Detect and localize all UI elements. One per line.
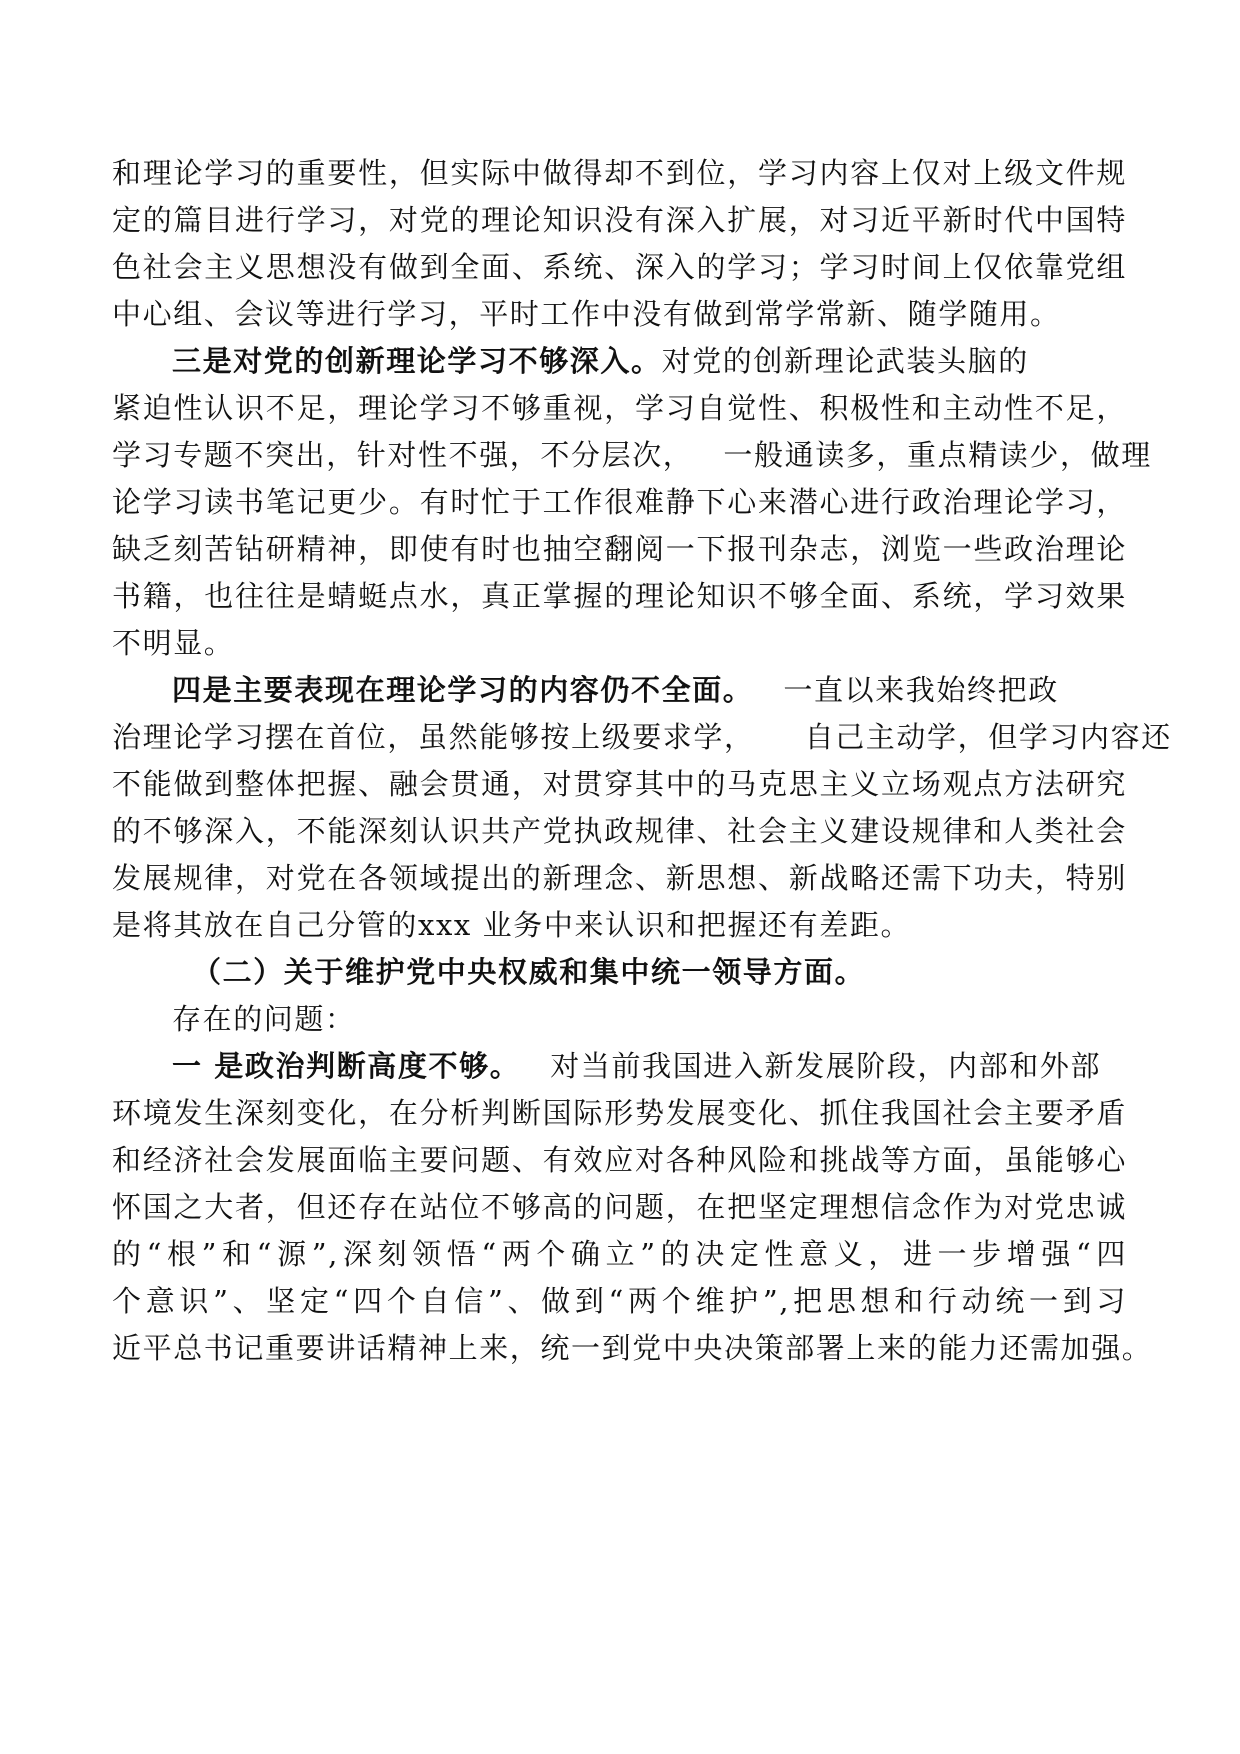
paragraph-line: 环境发生深刻变化，在分析判断国际形势发展变化、抓住我国社会主要矛盾 <box>112 1096 1127 1130</box>
paragraph-line: 的“根”和“源”,深刻领悟“两个确立”的决定性意义，进一步增强“四 <box>112 1237 1127 1271</box>
paragraph-line: 紧迫性认识不足，理论学习不够重视，学习自觉性、积极性和主动性不足， <box>112 391 1127 425</box>
paragraph-text: 一般通读多，重点精读少，做理 <box>723 438 1152 472</box>
paragraph-text: 学习专题不突出，针对性不强，不分层次， <box>112 438 694 472</box>
paragraph-line: 和经济社会发展面临主要问题、有效应对各种风险和挑战等方面，虽能够心 <box>112 1143 1127 1177</box>
paragraph-line: 发展规律，对党在各领域提出的新理念、新思想、新战略还需下功夫，特别 <box>112 861 1127 895</box>
paragraph-first-line <box>112 667 1127 714</box>
section-heading: （二）关于维护党中央权威和集中统一领导方面。 <box>192 955 866 989</box>
paragraph-text: 治理论学习摆在首位，虽然能够按上级要求学， <box>112 720 755 754</box>
paragraph-heading: 三是对党的创新理论学习不够深入。 <box>172 344 662 378</box>
section-subheading: 存在的问题： <box>172 1002 356 1036</box>
paragraph-text: 一直以来我始终把政 <box>783 673 1059 707</box>
paragraph-line: 不明显。 <box>112 626 235 660</box>
paragraph-line: 不能做到整体把握、融会贯通，对贯穿其中的马克思主义立场观点方法研究 <box>112 767 1127 801</box>
paragraph-line: 和理论学习的重要性，但实际中做得却不到位，学习内容上仅对上级文件规 <box>112 156 1127 190</box>
paragraph-line: 近平总书记重要讲话精神上来，统一到党中央决策部署上来的能力还需加强。 <box>112 1331 1153 1365</box>
paragraph-line <box>112 714 1172 761</box>
paragraph-first-line <box>112 1043 1127 1090</box>
paragraph-line: 缺乏刻苦钻研精神，即使有时也抽空翻阅一下报刊杂志，浏览一些政治理论 <box>112 532 1127 566</box>
paragraph-first-line <box>112 338 1127 385</box>
paragraph-line: 定的篇目进行学习，对党的理论知识没有深入扩展，对习近平新时代中国特 <box>112 203 1127 237</box>
paragraph-line: 书籍，也往往是蜻蜓点水，真正掌握的理论知识不够全面、系统，学习效果 <box>112 579 1127 613</box>
paragraph-line: 怀国之大者，但还存在站位不够高的问题，在把坚定理想信念作为对党忠诚 <box>112 1190 1127 1224</box>
paragraph-line: 中心组、会议等进行学习，平时工作中没有做到常学常新、随学随用。 <box>112 297 1061 331</box>
paragraph-line: 论学习读书笔记更少。有时忙于工作很难静下心来潜心进行政治理论学习， <box>112 485 1127 519</box>
document-page <box>112 150 1172 1372</box>
paragraph-line: 的不够深入，不能深刻认识共产党执政规律、社会主义建设规律和人类社会 <box>112 814 1127 848</box>
paragraph-text: 对党的创新理论武装头脑的 <box>661 344 1029 378</box>
paragraph-text: 自己主动学，但学习内容还 <box>804 720 1172 754</box>
paragraph-heading: 四是主要表现在理论学习的内容仍不全面。 <box>172 673 754 707</box>
paragraph-line: 个意识”、坚定“四个自信”、做到“两个维护”,把思想和行动统一到习 <box>112 1284 1127 1318</box>
paragraph-line <box>112 432 1152 479</box>
paragraph-text: 对当前我国进入新发展阶段，内部和外部 <box>550 1049 1102 1083</box>
paragraph-heading: 一 是政治判断高度不够。 <box>172 1049 521 1083</box>
paragraph-line: 是将其放在自己分管的xxx 业务中来认识和把握还有差距。 <box>112 908 912 942</box>
paragraph-line: 色社会主义思想没有做到全面、系统、深入的学习；学习时间上仅依靠党组 <box>112 250 1127 284</box>
